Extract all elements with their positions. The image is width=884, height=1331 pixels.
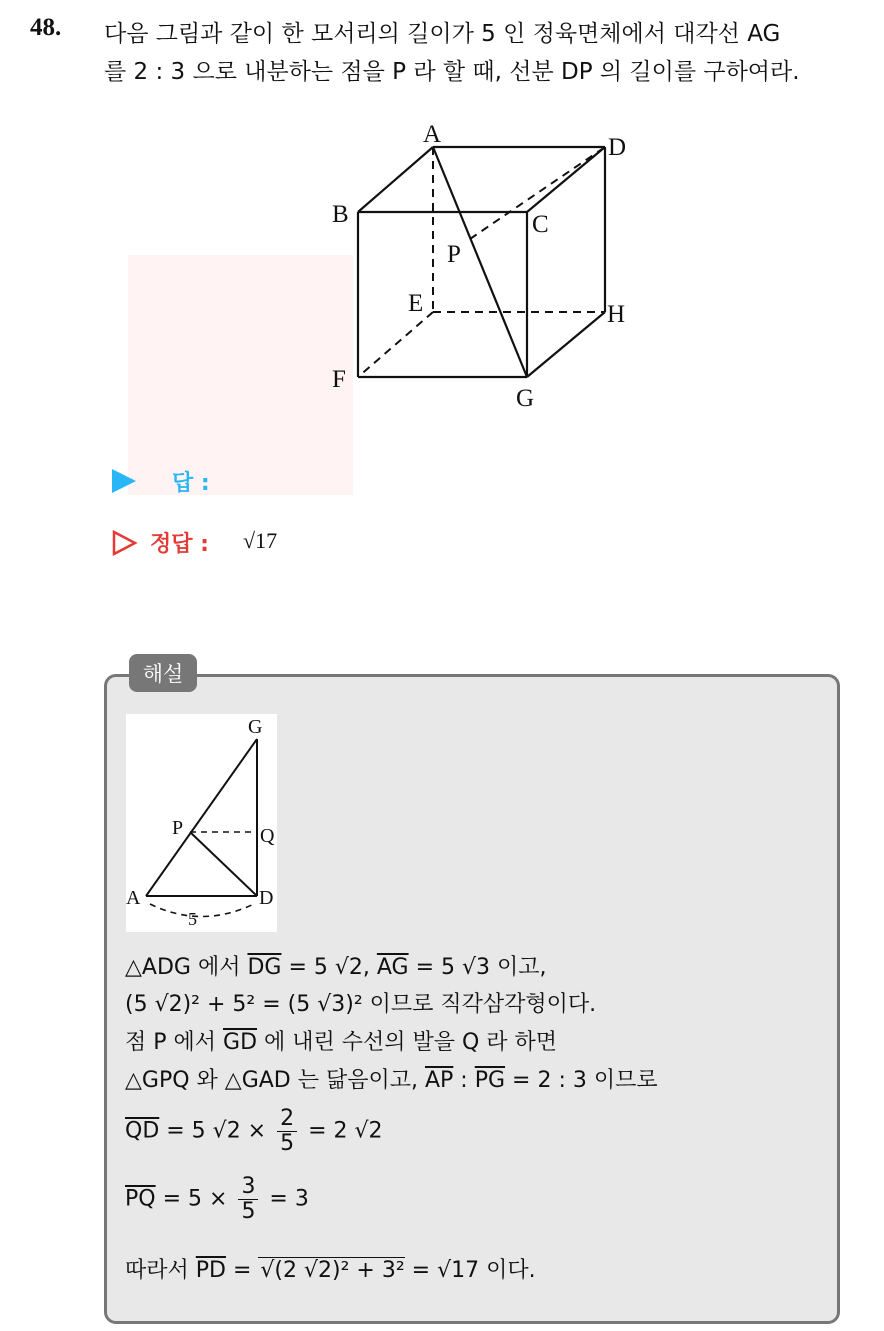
solution-line-2: (5 √2)² + 5² = (5 √3)² 이므로 직각삼각형이다. [125,992,597,1017]
edge-dc [527,147,605,212]
question-text-line2: 를 2 : 3 으로 내분하는 점을 P 라 할 때, 선분 DP 의 길이를 구하여라. [104,59,800,85]
label-e: E [408,290,424,317]
answer-label: 답 : [172,471,210,496]
label-f: F [332,366,346,393]
solution-figure [126,714,277,932]
solution-line-4: △GPQ 와 △GAD 는 닮음이고, $\overline{AP}$ : $\overline{PG} = 2$ : 3 이므로 [125,1068,658,1093]
label-b: B [332,201,349,228]
arc-side-ad [150,904,254,917]
label-d: D [259,887,274,909]
solution-tag: 해설 [129,654,197,692]
correct-answer-arrow-icon [112,530,138,556]
solution-line-6: $\overline{PQ} = 5$ × $\frac{3}{5}$ = 3 [125,1174,309,1224]
side-ga [146,739,257,896]
label-h: H [607,301,626,328]
solution-line-1: △ADG 에서 $\overline{DG} = 5$ √2, $\overline{AG} = 5$ √3 이고, [125,955,547,980]
label-d: D [608,134,627,161]
segment-pd [190,832,257,896]
label-c: C [532,211,549,238]
question-text-line1: 다음 그림과 같이 한 모서리의 길이가 5 인 정육면체에서 대각선 AG [104,21,781,47]
label-a: A [423,121,442,148]
cube-diagram [320,110,640,420]
label-p: P [172,817,184,839]
answer-arrow-icon [112,469,138,495]
edge-hg [527,312,605,377]
question-number: 48. [30,14,62,41]
edge-ba [358,147,433,212]
correct-answer-label: 정답 : [150,532,209,557]
label-q: Q [260,825,275,847]
solution-line-3: 점 P 에서 $\overline{GD}$ 에 내린 수선의 발을 Q 라 하면 [125,1030,558,1055]
label-p: P [447,241,461,268]
label-g: G [516,385,535,412]
label-g: G [248,716,263,738]
label-side: 5 [188,909,197,929]
edge-ef [358,312,433,377]
correct-answer-value: √17 [243,528,278,553]
solution-line-7: 따라서 $\overline{PD} = √(2$ √2)² + 3² = √17 이다. [125,1258,536,1283]
solution-line-5: $\overline{QD} = 5$ √2 × $\frac{2}{5}$ = 2 √2 [125,1106,383,1156]
label-a: A [126,887,141,909]
